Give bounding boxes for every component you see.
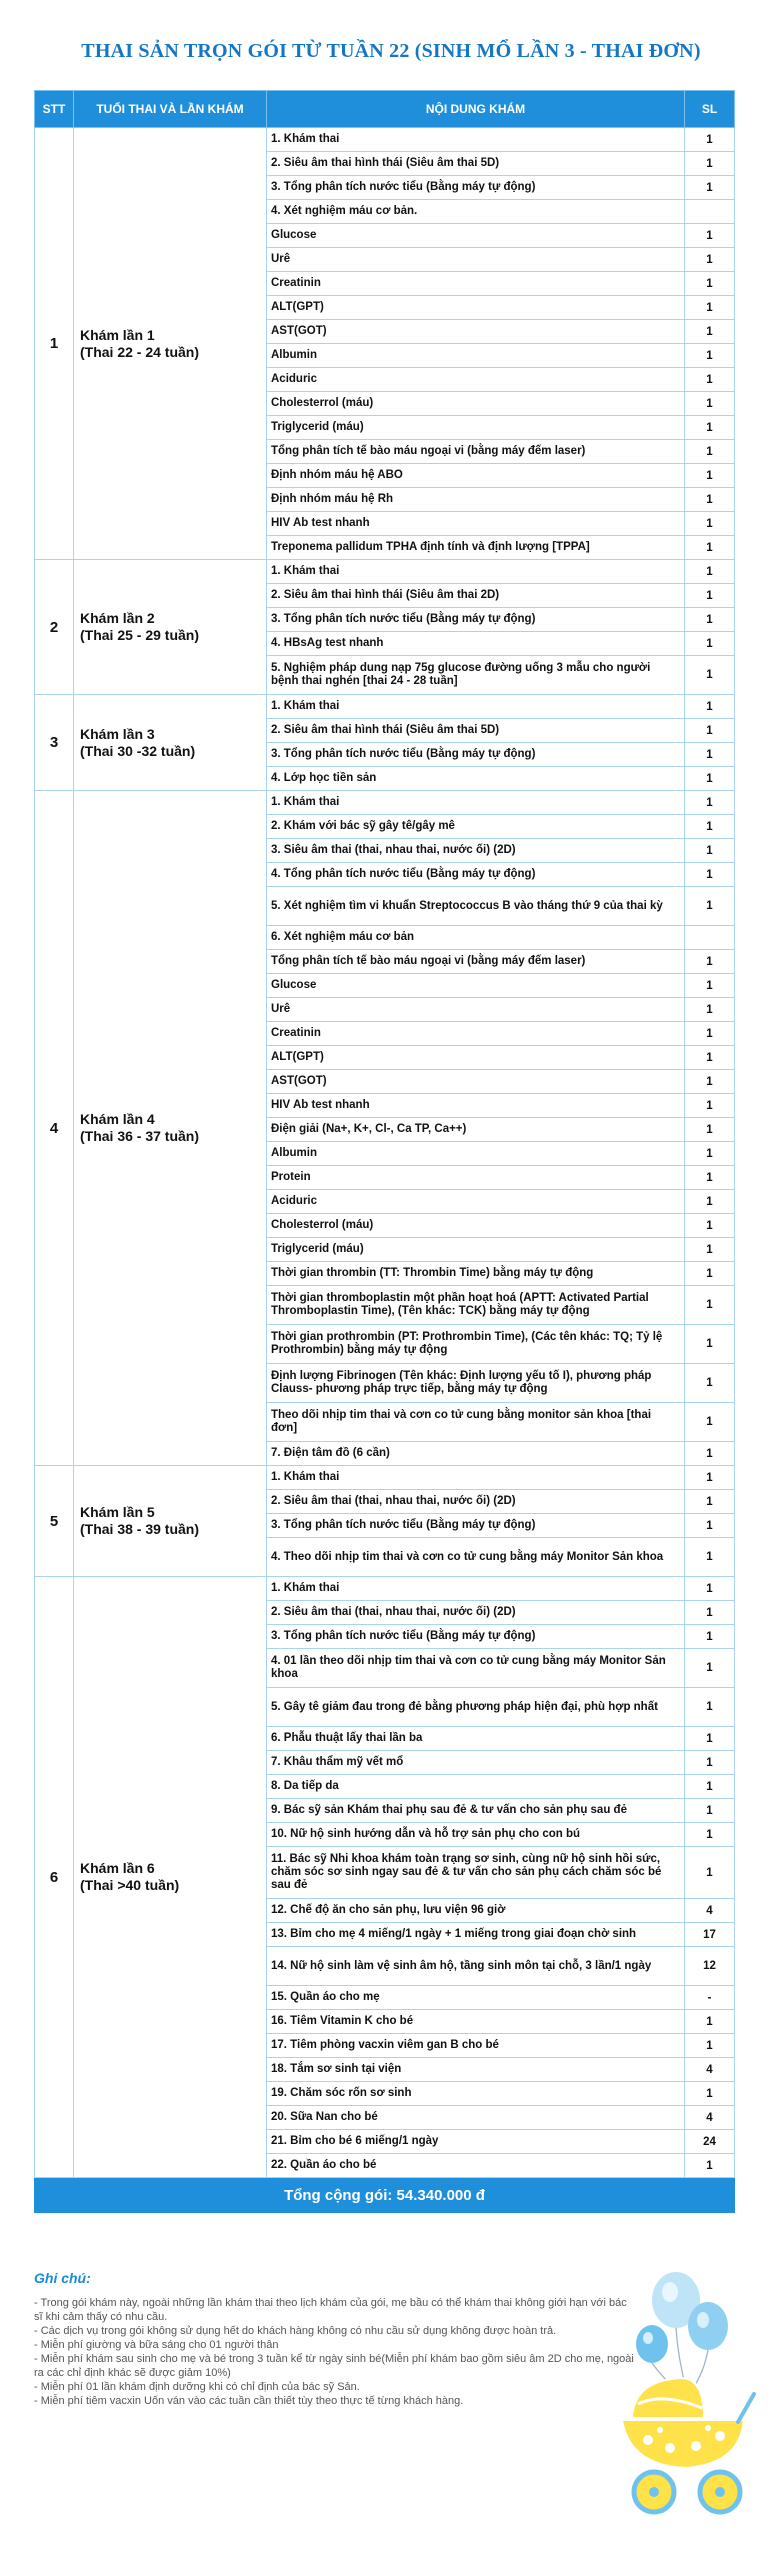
quantity-cell: 1 (685, 1799, 735, 1823)
service-item: HIV Ab test nhanh (267, 512, 685, 536)
notes-title: Ghi chú: (34, 2270, 91, 2286)
service-item: Treponema pallidum TPHA định tính và định lượng [TPPA] (267, 536, 685, 560)
page-title: THAI SẢN TRỌN GÓI TỪ TUẦN 22 (SINH MỔ LẦN 3 - THAI ĐƠN) (81, 40, 701, 62)
quantity-cell: 17 (685, 1923, 735, 1947)
visit-cell: Khám lần 4 (Thai 36 - 37 tuần) (74, 791, 267, 1466)
quantity-cell: 1 (685, 1238, 735, 1262)
service-item: AST(GOT) (267, 320, 685, 344)
service-item: 2. Khám với bác sỹ gây tê/gây mê (267, 815, 685, 839)
table-row (35, 560, 735, 584)
quantity-cell: 1 (685, 1514, 735, 1538)
quantity-cell: 1 (685, 815, 735, 839)
quantity-cell: 1 (685, 2154, 735, 2178)
service-item: 4. Tổng phân tích nước tiểu (Bằng máy tự động) (267, 863, 685, 887)
quantity-cell: 1 (685, 320, 735, 344)
quantity-cell: 1 (685, 791, 735, 815)
service-item: 1. Khám thai (267, 791, 685, 815)
service-item: Thời gian prothrombin (PT: Prothrombin Time), (Các tên khác: TQ; Tỷ lệ Prothrombin) bằng máy tự động (267, 1325, 685, 1364)
baby-carriage-icon (608, 2268, 764, 2528)
service-item: 3. Tổng phân tích nước tiểu (Bằng máy tự động) (267, 176, 685, 200)
service-item: Glucose (267, 974, 685, 998)
quantity-cell: 1 (685, 176, 735, 200)
service-item: Điện giải (Na+, K+, Cl-, Ca TP, Ca++) (267, 1118, 685, 1142)
service-item: 4. 01 lần theo dõi nhịp tim thai và cơn co tử cung bằng máy Monitor Sản khoa (267, 1649, 685, 1688)
service-item: Thời gian thromboplastin một phần hoạt hoá (APTT: Activated Partial Thromboplastin Time), (Tên khác: TCK) bằng máy tự động (267, 1286, 685, 1325)
quantity-cell: - (685, 1986, 735, 2010)
quantity-cell: 1 (685, 464, 735, 488)
service-item: 17. Tiêm phòng vacxin viêm gan B cho bé (267, 2034, 685, 2058)
service-item: 15. Quần áo cho mẹ (267, 1986, 685, 2010)
quantity-cell: 1 (685, 296, 735, 320)
service-item: 2. Siêu âm thai (thai, nhau thai, nước ối) (2D) (267, 1601, 685, 1625)
quantity-cell: 1 (685, 767, 735, 791)
service-item: 4. HBsAg test nhanh (267, 632, 685, 656)
quantity-cell: 1 (685, 224, 735, 248)
quantity-cell: 1 (685, 950, 735, 974)
stt-cell: 1 (35, 128, 74, 560)
service-item: 8. Da tiếp da (267, 1775, 685, 1799)
service-item: Urê (267, 998, 685, 1022)
service-item: AST(GOT) (267, 1070, 685, 1094)
service-item: 3. Tổng phân tích nước tiểu (Bằng máy tự động) (267, 608, 685, 632)
stt-cell: 2 (35, 560, 74, 695)
note-item: - Miễn phí 01 lần khám định dưỡng khi có chỉ định của bác sỹ Sản. (34, 2381, 360, 2393)
note-item: - Miễn phí khám sau sinh cho mẹ và bé trong 3 tuần kể từ ngày sinh bé(Miễn phí khám bao gồm siêu âm 2D cho mẹ, ngoài ra các chỉ định khác sẽ được giảm 10%) (34, 2353, 634, 2379)
service-item: 4. Xét nghiệm máu cơ bản. (267, 200, 685, 224)
quantity-cell: 1 (685, 1751, 735, 1775)
service-item: Tổng phân tích tế bào máu ngoại vi (bằng máy đếm laser) (267, 440, 685, 464)
quantity-cell: 1 (685, 1466, 735, 1490)
quantity-cell: 24 (685, 2130, 735, 2154)
service-item: 1. Khám thai (267, 128, 685, 152)
service-item: 3. Tổng phân tích nước tiểu (Bằng máy tự động) (267, 1625, 685, 1649)
service-item: 3. Tổng phân tích nước tiểu (Bằng máy tự động) (267, 743, 685, 767)
service-item: Protein (267, 1166, 685, 1190)
quantity-cell: 1 (685, 839, 735, 863)
notes-list (34, 2296, 634, 2408)
stt-cell: 6 (35, 1577, 74, 2178)
note-item: - Miễn phí tiêm vacxin Uốn ván vào các tuần cần thiết tùy theo thực tế từng khách hàng. (34, 2395, 464, 2407)
quantity-cell: 4 (685, 1899, 735, 1923)
quantity-cell: 4 (685, 2058, 735, 2082)
service-item: Triglycerid (máu) (267, 416, 685, 440)
quantity-cell: 1 (685, 368, 735, 392)
note-item: - Các dịch vụ trong gói không sử dụng hết do khách hàng không có nhu cầu sử dụng không được hoàn trả. (34, 2325, 557, 2337)
package-table (34, 90, 735, 2213)
quantity-cell (685, 200, 735, 224)
quantity-cell: 1 (685, 1214, 735, 1238)
quantity-cell: 1 (685, 1649, 735, 1688)
service-item: 7. Điện tâm đồ (6 cần) (267, 1442, 685, 1466)
service-item: 1. Khám thai (267, 1577, 685, 1601)
service-item: 13. Bỉm cho mẹ 4 miếng/1 ngày + 1 miếng trong giai đoạn chờ sinh (267, 1923, 685, 1947)
quantity-cell: 1 (685, 632, 735, 656)
service-item: Tổng phân tích tế bào máu ngoại vi (bằng máy đếm laser) (267, 950, 685, 974)
quantity-cell: 1 (685, 1403, 735, 1442)
service-item: ALT(GPT) (267, 1046, 685, 1070)
service-item: 11. Bác sỹ Nhi khoa khám toàn trạng sơ sinh, cùng nữ hộ sinh hồi sức, chăm sóc sơ sinh ngay sau đẻ & tư vấn cho sản phụ cách chăm sóc bé sau đẻ (267, 1847, 685, 1899)
quantity-cell: 1 (685, 512, 735, 536)
quantity-cell: 12 (685, 1947, 735, 1986)
service-item: 20. Sữa Nan cho bé (267, 2106, 685, 2130)
note-item: - Trong gói khám này, ngoài những lần khám thai theo lịch khám của gói, mẹ bầu có thể khám thai không giới hạn với bác sĩ khi cảm thấy có nhu cầu. (34, 2297, 627, 2323)
service-item: Triglycerid (máu) (267, 1238, 685, 1262)
quantity-cell: 1 (685, 1364, 735, 1403)
header-visit: TUỔI THAI VÀ LẦN KHÁM (74, 91, 267, 128)
quantity-cell: 1 (685, 1286, 735, 1325)
service-item: 22. Quần áo cho bé (267, 2154, 685, 2178)
service-item: Theo dõi nhịp tim thai và cơn co tử cung bằng monitor sản khoa [thai đơn] (267, 1403, 685, 1442)
service-item: Cholesterrol (máu) (267, 1214, 685, 1238)
quantity-cell: 1 (685, 863, 735, 887)
quantity-cell: 1 (685, 1094, 735, 1118)
service-item: 3. Tổng phân tích nước tiểu (Bằng máy tự động) (267, 1514, 685, 1538)
quantity-cell: 4 (685, 2106, 735, 2130)
total-price: Tổng cộng gói: 54.340.000 đ (35, 2178, 735, 2213)
quantity-cell: 1 (685, 1442, 735, 1466)
quantity-cell: 1 (685, 1142, 735, 1166)
quantity-cell: 1 (685, 2010, 735, 2034)
quantity-cell: 1 (685, 1577, 735, 1601)
quantity-cell: 1 (685, 560, 735, 584)
quantity-cell: 1 (685, 1727, 735, 1751)
table-header-row (35, 91, 735, 128)
service-item: Urê (267, 248, 685, 272)
quantity-cell: 1 (685, 1262, 735, 1286)
quantity-cell: 1 (685, 1022, 735, 1046)
service-item: 10. Nữ hộ sinh hướng dẫn và hỗ trợ sản phụ cho con bú (267, 1823, 685, 1847)
visit-cell: Khám lần 3 (Thai 30 -32 tuần) (74, 695, 267, 791)
table-row (35, 695, 735, 719)
header-qty: SL (685, 91, 735, 128)
quantity-cell: 1 (685, 1538, 735, 1577)
quantity-cell: 1 (685, 1601, 735, 1625)
service-item: 2. Siêu âm thai hình thái (Siêu âm thai 5D) (267, 719, 685, 743)
service-item: 4. Theo dõi nhịp tim thai và cơn co tử cung bằng máy Monitor Sản khoa (267, 1538, 685, 1577)
table-row (35, 128, 735, 152)
service-item: Định nhóm máu hệ ABO (267, 464, 685, 488)
service-item: 7. Khâu thẩm mỹ vết mổ (267, 1751, 685, 1775)
service-item: Định nhóm máu hệ Rh (267, 488, 685, 512)
service-item: 1. Khám thai (267, 1466, 685, 1490)
service-item: HIV Ab test nhanh (267, 1094, 685, 1118)
quantity-cell: 1 (685, 998, 735, 1022)
quantity-cell: 1 (685, 608, 735, 632)
quantity-cell: 1 (685, 1625, 735, 1649)
quantity-cell: 1 (685, 695, 735, 719)
service-item: Thời gian thrombin (TT: Thrombin Time) bằng máy tự động (267, 1262, 685, 1286)
table-row (35, 791, 735, 815)
service-item: Glucose (267, 224, 685, 248)
quantity-cell: 1 (685, 152, 735, 176)
quantity-cell: 1 (685, 974, 735, 998)
service-item: Định lượng Fibrinogen (Tên khác: Định lượng yếu tố I), phương pháp Clauss- phương pháp trực tiếp, bằng máy tự động (267, 1364, 685, 1403)
service-item: 12. Chế độ ăn cho sản phụ, lưu viện 96 giờ (267, 1899, 685, 1923)
service-item: Albumin (267, 344, 685, 368)
service-item: 14. Nữ hộ sinh làm vệ sinh âm hộ, tầng sinh môn tại chỗ, 3 lần/1 ngày (267, 1947, 685, 1986)
total-row (35, 2178, 735, 2213)
service-item: 9. Bác sỹ sản Khám thai phụ sau đẻ & tư vấn cho sản phụ sau đẻ (267, 1799, 685, 1823)
quantity-cell: 1 (685, 440, 735, 464)
service-item: Creatinin (267, 1022, 685, 1046)
quantity-cell: 1 (685, 272, 735, 296)
header-content: NỘI DUNG KHÁM (267, 91, 685, 128)
visit-cell: Khám lần 5 (Thai 38 - 39 tuần) (74, 1466, 267, 1577)
quantity-cell: 1 (685, 1166, 735, 1190)
quantity-cell: 1 (685, 719, 735, 743)
quantity-cell: 1 (685, 2082, 735, 2106)
quantity-cell: 1 (685, 128, 735, 152)
quantity-cell: 1 (685, 1490, 735, 1514)
table-row (35, 1466, 735, 1490)
service-item: 3. Siêu âm thai (thai, nhau thai, nước ối) (2D) (267, 839, 685, 863)
service-item: 19. Chăm sóc rốn sơ sinh (267, 2082, 685, 2106)
service-item: 5. Gây tê giảm đau trong đẻ bằng phương pháp hiện đại, phù hợp nhất (267, 1688, 685, 1727)
quantity-cell: 1 (685, 248, 735, 272)
quantity-cell: 1 (685, 1046, 735, 1070)
quantity-cell: 1 (685, 1325, 735, 1364)
visit-cell: Khám lần 2 (Thai 25 - 29 tuần) (74, 560, 267, 695)
service-item: 2. Siêu âm thai hình thái (Siêu âm thai 5D) (267, 152, 685, 176)
stt-cell: 4 (35, 791, 74, 1466)
service-item: 16. Tiêm Vitamin K cho bé (267, 2010, 685, 2034)
service-item: Cholesterrol (máu) (267, 392, 685, 416)
quantity-cell: 1 (685, 1688, 735, 1727)
quantity-cell: 1 (685, 392, 735, 416)
quantity-cell: 1 (685, 1070, 735, 1094)
service-item: Aciduric (267, 1190, 685, 1214)
service-item: 2. Siêu âm thai (thai, nhau thai, nước ối) (2D) (267, 1490, 685, 1514)
note-item: - Miễn phí giường và bữa sáng cho 01 người thân (34, 2339, 279, 2351)
service-item: 5. Nghiệm pháp dung nạp 75g glucose đường uống 3 mẫu cho người bệnh thai nghén [thai 24 - 28 tuần] (267, 656, 685, 695)
service-item: ALT(GPT) (267, 296, 685, 320)
quantity-cell (685, 926, 735, 950)
quantity-cell: 1 (685, 1190, 735, 1214)
visit-cell: Khám lần 1 (Thai 22 - 24 tuần) (74, 128, 267, 560)
service-item: 4. Lớp học tiền sản (267, 767, 685, 791)
stt-cell: 3 (35, 695, 74, 791)
quantity-cell: 1 (685, 1847, 735, 1899)
visit-cell: Khám lần 6 (Thai >40 tuần) (74, 1577, 267, 2178)
service-item: Aciduric (267, 368, 685, 392)
quantity-cell: 1 (685, 743, 735, 767)
service-item: Creatinin (267, 272, 685, 296)
service-item: 18. Tắm sơ sinh tại viện (267, 2058, 685, 2082)
quantity-cell: 1 (685, 2034, 735, 2058)
quantity-cell: 1 (685, 1118, 735, 1142)
service-item: Albumin (267, 1142, 685, 1166)
quantity-cell: 1 (685, 536, 735, 560)
service-item: 6. Xét nghiệm máu cơ bản (267, 926, 685, 950)
service-item: 2. Siêu âm thai hình thái (Siêu âm thai 2D) (267, 584, 685, 608)
service-item: 1. Khám thai (267, 695, 685, 719)
header-stt: STT (35, 91, 74, 128)
quantity-cell: 1 (685, 416, 735, 440)
quantity-cell: 1 (685, 1775, 735, 1799)
quantity-cell: 1 (685, 656, 735, 695)
service-item: 5. Xét nghiệm tìm vi khuẩn Streptococcus B vào tháng thứ 9 của thai kỳ (267, 887, 685, 926)
quantity-cell: 1 (685, 1823, 735, 1847)
quantity-cell: 1 (685, 488, 735, 512)
stt-cell: 5 (35, 1466, 74, 1577)
quantity-cell: 1 (685, 887, 735, 926)
table-row (35, 1577, 735, 1601)
quantity-cell: 1 (685, 344, 735, 368)
quantity-cell: 1 (685, 584, 735, 608)
service-item: 21. Bỉm cho bé 6 miếng/1 ngày (267, 2130, 685, 2154)
service-item: 6. Phẫu thuật lấy thai lần ba (267, 1727, 685, 1751)
service-item: 1. Khám thai (267, 560, 685, 584)
